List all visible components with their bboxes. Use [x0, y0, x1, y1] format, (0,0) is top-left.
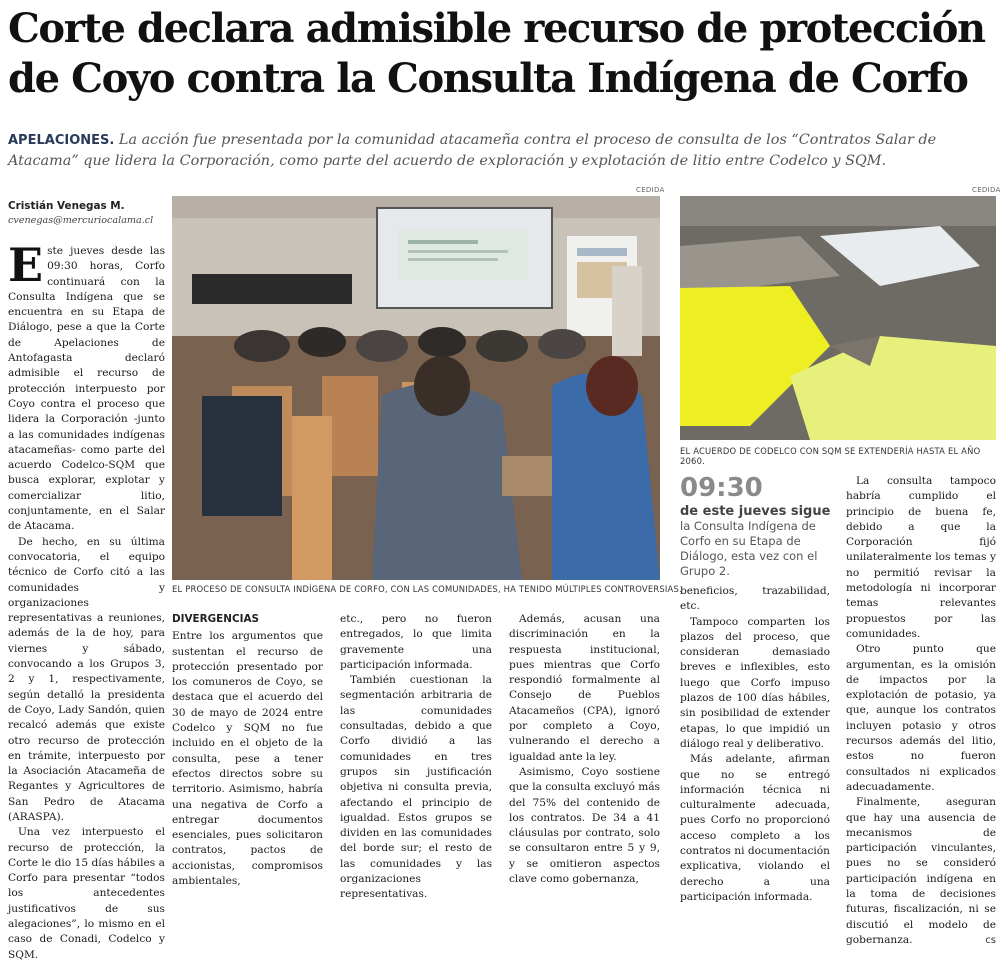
pull-quote-heading: de este jueves sigue: [680, 504, 831, 519]
paragraph: Además, acusan una discriminación en la respuesta institucional, pues mientras que Corfo respondió formalmente al Consejo de Pueblos Atacameños (CPA), ignoró por completo a Coyo, vulnerando el derecho a igualdad ante la ley.: [509, 613, 660, 763]
paragraph: La consulta tampoco habría cumplido el principio de buena fe, debido a que la Corporación fijó unilateralmente los temas y no permitió revisar la metodología ni incorporar temas relevantes propuestos por las comunidades.: [846, 475, 996, 640]
article-column-6: [846, 474, 996, 948]
meeting-photo-illustration: [172, 196, 660, 580]
lead-paragraph: [8, 130, 996, 172]
lead-text: La acción fue presentada por la comunidad atacameña contra el proceso de consulta de los “Contratos Salar de Atacama” que lidera la Corporación, como parte del acuerdo de exploración y explotación de litio entre Codelco y SQM.: [8, 132, 937, 169]
paragraph: Más adelante, afirman que no se entregó información técnica ni culturalmente adecuada, pues Corfo no proporcionó acceso completo a los contratos ni documentación explicativa, violando el derecho a una participación informada.: [680, 753, 830, 903]
paragraph: Tampoco comparten los plazos del proceso, que consideran demasiado breves e inflexibles, esto luego que Corfo impuso plazos de 100 días hábiles, sin posibilidad de extender etapas, lo que impidió un diálogo real y deliberativo.: [680, 615, 830, 750]
drop-cap: E: [8, 238, 44, 292]
paragraph: beneficios, trazabilidad, etc.: [680, 585, 830, 613]
lead-kicker: APELACIONES.: [8, 133, 115, 148]
paragraph: De hecho, en su última convocatoria, el equipo técnico de Corfo citó a las comunidades y organizaciones representativas a reuniones, además de la de hoy, para viernes y sábado, convocando a los Grupos 3, 2 y 1, respectivamente, según detalló la presidenta de Coyo, Lady Sandón, quien recalcó además que existe otro recurso de protección en trámite, interpuesto por la Asociación Atacameña de Regantes y Agricultores de San Pedro de Atacama (ARASPA).: [8, 535, 165, 823]
photo-credit: CEDIDA: [972, 186, 1001, 194]
byline: [8, 200, 168, 226]
meeting-photo: [172, 196, 660, 580]
paragraph: Entre los argumentos que sustentan el recurso de protección presentado por los comuneros de Coyo, se destaca que el acuerdo del 30 de mayo de 2024 entre Codelco y SQM no fue incluido en el objeto de la consulta, pese a tener efectos directos sobre su territorio. Asimismo, habría una negativa de Corfo a entregar documentos esenciales, pues solicitaron contratos, pactos de accionistas, compromisos ambientales,: [172, 630, 323, 888]
article-column-1: [8, 238, 165, 963]
author-name: Cristián Venegas M.: [8, 200, 125, 212]
pull-quote: [680, 474, 838, 579]
headline: [8, 4, 996, 104]
article-column-5: [680, 584, 830, 905]
paragraph: etc., pero no fueron entregados, lo que limita gravemente una participación informada.: [340, 613, 492, 671]
paragraph: Este jueves desde las 09:30 horas, Corfo continuará con la Consulta Indígena que se encuentra en su Etapa de Diálogo, pese a que la Corte de Apelaciones de Antofagasta declaró admisible el recurso de protección interpuesto por Coyo contra el proceso que lidera la Corporación -junto a las comunidades indígenas atacameñas- como parte del acuerdo Codelco-SQM que busca explorar, explotar y comercializar litio, conjuntamente, en el Salar de Atacama.: [8, 238, 165, 533]
photo-caption-1: EL PROCESO DE CONSULTA INDÍGENA DE CORFO, CON LAS COMUNIDADES, HA TENIDO MÚLTIPLES CONTROVERSIAS.: [172, 584, 682, 594]
paragraph: Asimismo, Coyo sostiene que la consulta excluyó más del 75% del contenido de los contratos. De 34 a 41 cláusulas por contrato, solo se consultaron entre 5 y 9, y se omitieron aspectos clave como gobernanza,: [509, 765, 660, 886]
photo-credit: CEDIDA: [636, 186, 665, 194]
paragraph: Finalmente, aseguran que hay una ausencia de mecanismos de participación vinculantes, pues no se consideró participación indígena en la toma de decisiones futuras, fiscalización, ni se discutió el modelo de gobernanza. cs: [846, 795, 996, 948]
salar-photo-illustration: [680, 196, 996, 440]
paragraph: Una vez interpuesto el recurso de protección, la Corte le dio 15 días hábiles a Corfo para presentar “todos los antecedentes justificativos de sus alegaciones”, lo mismo en el caso de Conadi, Codelco y SQM.: [8, 826, 165, 961]
photo-caption-2: EL ACUERDO DE CODELCO CON SQM SE EXTENDERÍA HASTA EL AÑO 2060.: [680, 446, 981, 466]
pull-quote-body: la Consulta Indígena de Corfo en su Etapa de Diálogo, esta vez con el Grupo 2.: [680, 519, 818, 578]
section-subhead: DIVERGENCIAS: [172, 613, 259, 625]
paragraph: También cuestionan la segmentación arbitraria de las comunidades consultadas, debido a que Corfo dividió a las comunidades en tres grupos sin justificación objetiva ni consulta previa, afectando el principio de igualdad. Estos grupos se dividen en las comunidades del borde sur; el resto de las comunidades y las organizaciones representativas.: [340, 674, 492, 901]
article-column-2: [172, 612, 323, 889]
headline-line-2: de Coyo contra la Consulta Indígena de Corfo: [8, 55, 968, 102]
salar-photo: [680, 196, 996, 440]
end-mark: cs: [985, 934, 996, 946]
author-email: cvenegas@mercuriocalama.cl: [8, 215, 154, 226]
headline-line-1: Corte declara admisible recurso de protección: [8, 5, 985, 52]
paragraph: Otro punto que argumentan, es la omisión de impactos por la explotación de potasio, ya que, aunque los contratos incluyen potasio y otros recursos además del litio, estos no fueron consultados ni explicados adecuadamente.: [846, 643, 996, 793]
article-column-3: [340, 612, 492, 903]
article-column-4: [509, 612, 660, 887]
pull-quote-time: 09:30: [680, 473, 763, 503]
